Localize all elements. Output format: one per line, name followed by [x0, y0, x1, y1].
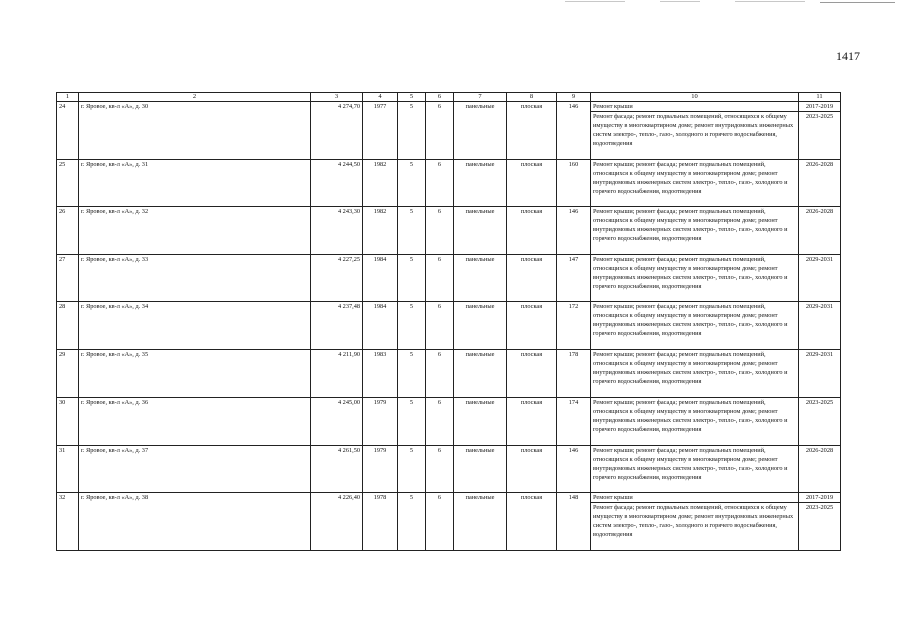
area-cell: 4 237,48 — [311, 302, 363, 350]
table-row — [57, 350, 841, 398]
wall-material-cell: панельные — [454, 207, 507, 255]
table-row — [57, 207, 841, 255]
address-cell: г. Яровое, кв-л «А», д. 33 — [79, 255, 311, 302]
works-cell: Ремонт крыши; ремонт фасада; ремонт подвальных помещений, относящихся к общему имуществу в многоквартирном доме; ремонт внутридомовых инженерных систем электро-, тепло-, газо-, холодного и горячего водоснабжения, водоотведения — [591, 446, 799, 493]
area-cell: 4 245,00 — [311, 398, 363, 446]
col-header: 7 — [454, 93, 507, 102]
row-number: 31 — [57, 446, 79, 493]
entrances-cell: 6 — [426, 207, 454, 255]
flats-cell: 174 — [557, 398, 591, 446]
works-cell: Ремонт крыши; ремонт фасада; ремонт подвальных помещений, относящихся к общему имуществу в многоквартирном доме; ремонт внутридомовых инженерных систем электро-, тепло-, газо-, холодного и горячего водоснабжения, водоотведения — [591, 160, 799, 207]
period-cell: 2026-2028 — [799, 160, 841, 207]
roof-type-cell: плоская — [507, 350, 557, 398]
year-cell: 1983 — [363, 350, 398, 398]
wall-material-cell: панельные — [454, 446, 507, 493]
row-number: 24 — [57, 102, 79, 160]
works-cell: Ремонт крыши; ремонт фасада; ремонт подвальных помещений, относящихся к общему имуществу в многоквартирном доме; ремонт внутридомовых инженерных систем электро-, тепло-, газо-, холодного и горячего водоснабжения, водоотведения — [591, 255, 799, 302]
flats-cell: 146 — [557, 207, 591, 255]
works-cell: Ремонт крыши; ремонт фасада; ремонт подвальных помещений, относящихся к общему имуществу в многоквартирном доме; ремонт внутридомовых инженерных систем электро-, тепло-, газо-, холодного и горячего водоснабжения, водоотведения — [591, 207, 799, 255]
period-cell: 2026-2028 — [799, 446, 841, 493]
entrances-cell: 6 — [426, 446, 454, 493]
wall-material-cell: панельные — [454, 350, 507, 398]
floors-cell: 5 — [398, 102, 426, 160]
entrances-cell: 6 — [426, 160, 454, 207]
period-item: 2017-2019 — [805, 494, 834, 501]
table-row — [57, 398, 841, 446]
area-cell: 4 274,70 — [311, 102, 363, 160]
roof-type-cell: плоская — [507, 255, 557, 302]
address-cell: г. Яровое, кв-л «А», д. 37 — [79, 446, 311, 493]
col-header: 5 — [398, 93, 426, 102]
page-number: 1417 — [836, 49, 860, 63]
period-cell: 2026-2028 — [799, 207, 841, 255]
col-header: 9 — [557, 93, 591, 102]
table-row — [57, 302, 841, 350]
work-item: Ремонт фасада; ремонт подвальных помещений, относящихся к общему имуществу в многоквартирном доме; ремонт внутридомовых инженерных систем электро-, тепло-, газо-, холодного и горячего водоснабжения, водоотведения — [591, 111, 798, 148]
flats-cell: 160 — [557, 160, 591, 207]
period-item: 2017-2019 — [805, 103, 834, 110]
area-cell: 4 244,50 — [311, 160, 363, 207]
year-cell: 1982 — [363, 160, 398, 207]
year-cell: 1977 — [363, 102, 398, 160]
floors-cell: 5 — [398, 207, 426, 255]
period-item: 2023-2025 — [799, 111, 840, 121]
year-cell: 1979 — [363, 398, 398, 446]
entrances-cell: 6 — [426, 398, 454, 446]
period-cell — [799, 102, 841, 160]
col-header: 10 — [591, 93, 799, 102]
floors-cell: 5 — [398, 255, 426, 302]
address-cell: г. Яровое, кв-л «А», д. 38 — [79, 493, 311, 551]
works-cell — [591, 102, 799, 160]
works-cell: Ремонт крыши; ремонт фасада; ремонт подвальных помещений, относящихся к общему имуществу в многоквартирном доме; ремонт внутридомовых инженерных систем электро-, тепло-, газо-, холодного и горячего водоснабжения, водоотведения — [591, 302, 799, 350]
row-number: 28 — [57, 302, 79, 350]
area-cell: 4 227,25 — [311, 255, 363, 302]
row-number: 30 — [57, 398, 79, 446]
works-cell — [591, 493, 799, 551]
wall-material-cell: панельные — [454, 493, 507, 551]
period-cell — [799, 493, 841, 551]
works-cell: Ремонт крыши; ремонт фасада; ремонт подвальных помещений, относящихся к общему имуществу в многоквартирном доме; ремонт внутридомовых инженерных систем электро-, тепло-, газо-, холодного и горячего водоснабжения, водоотведения — [591, 398, 799, 446]
col-header: 3 — [311, 93, 363, 102]
wall-material-cell: панельные — [454, 255, 507, 302]
address-cell: г. Яровое, кв-л «А», д. 31 — [79, 160, 311, 207]
address-cell: г. Яровое, кв-л «А», д. 36 — [79, 398, 311, 446]
year-cell: 1982 — [363, 207, 398, 255]
address-cell: г. Яровое, кв-л «А», д. 30 — [79, 102, 311, 160]
work-item: Ремонт крыши — [593, 494, 633, 501]
address-cell: г. Яровое, кв-л «А», д. 35 — [79, 350, 311, 398]
works-cell: Ремонт крыши; ремонт фасада; ремонт подвальных помещений, относящихся к общему имуществу в многоквартирном доме; ремонт внутридомовых инженерных систем электро-, тепло-, газо-, холодного и горячего водоснабжения, водоотведения — [591, 350, 799, 398]
row-number: 27 — [57, 255, 79, 302]
entrances-cell: 6 — [426, 302, 454, 350]
roof-type-cell: плоская — [507, 446, 557, 493]
wall-material-cell: панельные — [454, 398, 507, 446]
row-number: 25 — [57, 160, 79, 207]
year-cell: 1984 — [363, 302, 398, 350]
housing-repair-table — [56, 92, 841, 551]
area-cell: 4 226,40 — [311, 493, 363, 551]
roof-type-cell: плоская — [507, 207, 557, 255]
floors-cell: 5 — [398, 493, 426, 551]
entrances-cell: 6 — [426, 102, 454, 160]
entrances-cell: 6 — [426, 493, 454, 551]
scan-artifact — [565, 0, 895, 6]
table-row — [57, 102, 841, 160]
row-number: 26 — [57, 207, 79, 255]
floors-cell: 5 — [398, 302, 426, 350]
floors-cell: 5 — [398, 446, 426, 493]
area-cell: 4 243,30 — [311, 207, 363, 255]
entrances-cell: 6 — [426, 255, 454, 302]
floors-cell: 5 — [398, 398, 426, 446]
col-header: 2 — [79, 93, 311, 102]
flats-cell: 178 — [557, 350, 591, 398]
year-cell: 1978 — [363, 493, 398, 551]
flats-cell: 148 — [557, 493, 591, 551]
roof-type-cell: плоская — [507, 102, 557, 160]
roof-type-cell: плоская — [507, 302, 557, 350]
col-header: 6 — [426, 93, 454, 102]
work-item: Ремонт крыши — [593, 103, 633, 110]
flats-cell: 172 — [557, 302, 591, 350]
table-row — [57, 255, 841, 302]
wall-material-cell: панельные — [454, 102, 507, 160]
flats-cell: 146 — [557, 446, 591, 493]
period-cell: 2023-2025 — [799, 398, 841, 446]
roof-type-cell: плоская — [507, 398, 557, 446]
roof-type-cell: плоская — [507, 160, 557, 207]
table-row — [57, 446, 841, 493]
column-number-row — [57, 93, 841, 102]
floors-cell: 5 — [398, 160, 426, 207]
col-header: 11 — [799, 93, 841, 102]
area-cell: 4 261,50 — [311, 446, 363, 493]
flats-cell: 147 — [557, 255, 591, 302]
floors-cell: 5 — [398, 350, 426, 398]
entrances-cell: 6 — [426, 350, 454, 398]
year-cell: 1979 — [363, 446, 398, 493]
table-row — [57, 493, 841, 551]
period-item: 2023-2025 — [799, 502, 840, 512]
address-cell: г. Яровое, кв-л «А», д. 34 — [79, 302, 311, 350]
table-row — [57, 160, 841, 207]
period-cell: 2029-2031 — [799, 255, 841, 302]
row-number: 32 — [57, 493, 79, 551]
period-cell: 2029-2031 — [799, 302, 841, 350]
work-item: Ремонт фасада; ремонт подвальных помещений, относящихся к общему имуществу в многоквартирном доме; ремонт внутридомовых инженерных систем электро-, тепло-, газо-, холодного и горячего водоснабжения, водоотведения — [591, 502, 798, 539]
col-header: 8 — [507, 93, 557, 102]
roof-type-cell: плоская — [507, 493, 557, 551]
period-cell: 2029-2031 — [799, 350, 841, 398]
area-cell: 4 211,90 — [311, 350, 363, 398]
flats-cell: 146 — [557, 102, 591, 160]
col-header: 4 — [363, 93, 398, 102]
year-cell: 1984 — [363, 255, 398, 302]
wall-material-cell: панельные — [454, 302, 507, 350]
row-number: 29 — [57, 350, 79, 398]
address-cell: г. Яровое, кв-л «А», д. 32 — [79, 207, 311, 255]
wall-material-cell: панельные — [454, 160, 507, 207]
col-header: 1 — [57, 93, 79, 102]
